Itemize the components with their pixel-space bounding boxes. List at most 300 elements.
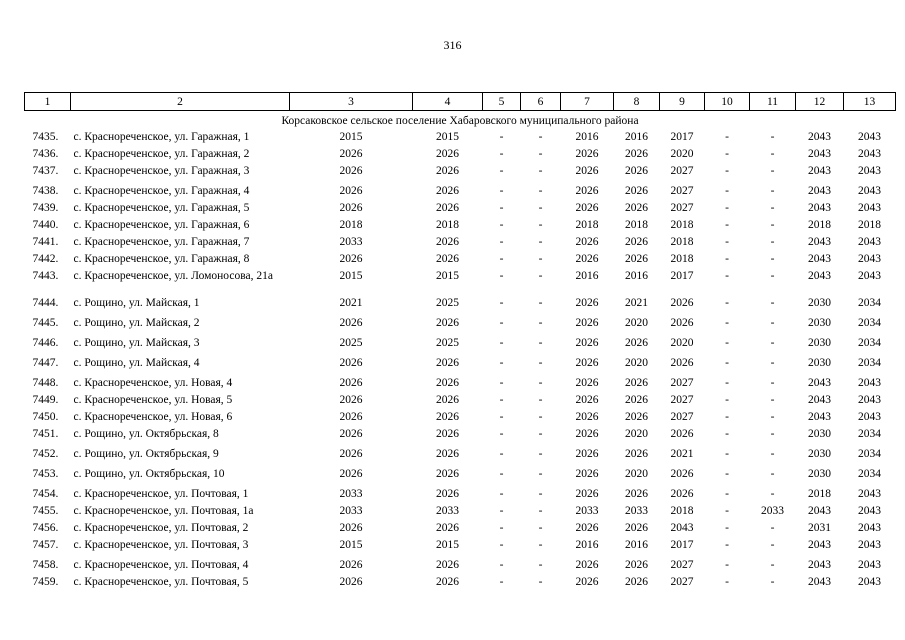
year-cell: - (538, 185, 543, 197)
year-cell: 2026 (339, 317, 363, 329)
year-cell: - (725, 505, 729, 517)
year-cell: - (770, 559, 775, 571)
year-cell: 2026 (436, 559, 459, 571)
page-number: 316 (443, 38, 462, 52)
year-cell: - (770, 539, 775, 551)
year-cell: - (538, 488, 543, 500)
year-cell: 2017 (670, 131, 694, 143)
year-cell: 2027 (670, 202, 694, 214)
year-cell: 2015 (339, 270, 363, 282)
column-header: 11 (750, 93, 796, 111)
year-cell: 2026 (339, 165, 363, 177)
year-cell: 2026 (339, 559, 363, 571)
address-cell: с. Рощино, ул. Майская, 2 (73, 317, 200, 329)
table-row (25, 505, 896, 522)
year-cell: 2026 (625, 411, 648, 423)
column-header: 7 (561, 93, 614, 111)
year-cell: - (499, 270, 504, 282)
year-cell: - (770, 317, 775, 329)
year-cell: 2026 (575, 488, 599, 500)
year-cell: 2021 (670, 448, 694, 460)
year-cell: 2026 (339, 411, 363, 423)
year-cell: - (725, 394, 729, 406)
year-cell: - (538, 219, 543, 231)
year-cell: 2016 (575, 270, 599, 282)
row-number: 7454. (32, 488, 59, 500)
year-cell: 2016 (625, 270, 648, 282)
year-cell: - (538, 522, 543, 534)
year-cell: 2026 (575, 236, 599, 248)
year-cell: - (725, 559, 729, 571)
table-row (25, 219, 896, 236)
year-cell: 2043 (808, 148, 831, 160)
address-cell: с. Краснореченское, ул. Гаражная, 6 (73, 219, 250, 231)
column-header: 13 (844, 93, 896, 111)
year-cell: 2043 (858, 270, 881, 282)
row-number: 7450. (32, 411, 59, 423)
table-body (25, 111, 896, 594)
row-number: 7452. (32, 448, 59, 460)
address-cell: с. Рощино, ул. Майская, 4 (73, 357, 200, 369)
year-cell: 2020 (670, 148, 694, 160)
year-cell: - (770, 357, 775, 369)
column-header: 9 (660, 93, 705, 111)
year-cell: 2043 (858, 236, 881, 248)
year-cell: - (538, 236, 543, 248)
year-cell: 2043 (858, 148, 881, 160)
year-cell: 2034 (858, 468, 881, 480)
table-row (25, 297, 896, 317)
year-cell: - (770, 394, 775, 406)
row-number: 7457. (32, 539, 59, 551)
table-row (25, 488, 896, 505)
year-cell: 2021 (339, 297, 363, 309)
year-cell: - (725, 317, 729, 329)
year-cell: 2020 (625, 357, 648, 369)
year-cell: - (725, 468, 729, 480)
year-cell: - (499, 185, 504, 197)
year-cell: 2030 (808, 337, 831, 349)
table-row (25, 185, 896, 202)
table-row (25, 165, 896, 185)
year-cell: - (725, 148, 729, 160)
row-number: 7458. (32, 559, 59, 571)
row-number: 7447. (32, 357, 59, 369)
year-cell: 2018 (670, 236, 694, 248)
row-number: 7442. (32, 253, 59, 265)
year-cell: 2043 (858, 576, 881, 588)
year-cell: 2030 (808, 317, 831, 329)
year-cell: - (725, 202, 729, 214)
row-number: 7459. (32, 576, 59, 588)
year-cell: 2015 (339, 539, 363, 551)
row-number: 7437. (32, 165, 59, 177)
table-row (25, 357, 896, 377)
year-cell: 2043 (858, 539, 881, 551)
year-cell: - (770, 297, 775, 309)
column-header: 6 (521, 93, 561, 111)
year-cell: - (499, 505, 504, 517)
year-cell: - (499, 411, 504, 423)
year-cell: - (770, 148, 775, 160)
year-cell: - (770, 428, 775, 440)
year-cell: 2020 (625, 317, 648, 329)
address-cell: с. Краснореченское, ул. Гаражная, 7 (73, 236, 250, 248)
address-cell: с. Краснореченское, ул. Новая, 6 (73, 411, 233, 423)
year-cell: - (725, 253, 729, 265)
year-cell: - (770, 185, 775, 197)
year-cell: - (770, 236, 775, 248)
year-cell: 2043 (858, 488, 881, 500)
header-row (25, 93, 896, 111)
year-cell: 2026 (436, 357, 459, 369)
year-cell: 2018 (670, 219, 694, 231)
year-cell: 2026 (575, 377, 599, 389)
column-header: 2 (71, 93, 290, 111)
year-cell: 2043 (808, 165, 831, 177)
address-cell: с. Краснореченское, ул. Почтовая, 5 (73, 576, 249, 588)
table-row (25, 202, 896, 219)
year-cell: - (499, 488, 504, 500)
year-cell: 2026 (436, 253, 459, 265)
year-cell: 2033 (575, 505, 599, 517)
year-cell: 2026 (575, 576, 599, 588)
year-cell: 2030 (808, 428, 831, 440)
year-cell: 2026 (436, 411, 459, 423)
year-cell: - (499, 202, 504, 214)
row-number: 7453. (32, 468, 59, 480)
year-cell: - (725, 488, 729, 500)
address-cell: с. Краснореченское, ул. Почтовая, 1 (73, 488, 249, 500)
year-cell: 2018 (625, 219, 648, 231)
year-cell: - (725, 411, 729, 423)
table-row (25, 394, 896, 411)
year-cell: 2026 (339, 357, 363, 369)
year-cell: 2026 (575, 297, 599, 309)
year-cell: - (725, 357, 729, 369)
year-cell: 2034 (858, 428, 881, 440)
year-cell: 2043 (858, 131, 881, 143)
year-cell: 2026 (436, 394, 459, 406)
year-cell: - (725, 131, 729, 143)
year-cell: - (499, 219, 504, 231)
table-row (25, 148, 896, 165)
address-cell: с. Краснореченское, ул. Ломоносова, 21а (73, 270, 273, 282)
year-cell: 2026 (436, 236, 459, 248)
year-cell: - (770, 270, 775, 282)
year-cell: - (725, 219, 729, 231)
year-cell: - (538, 357, 543, 369)
year-cell: 2026 (339, 576, 363, 588)
year-cell: - (499, 448, 504, 460)
row-number: 7451. (32, 428, 59, 440)
year-cell: 2026 (575, 185, 599, 197)
year-cell: 2026 (625, 165, 648, 177)
year-cell: 2026 (625, 576, 648, 588)
year-cell: - (770, 488, 775, 500)
year-cell: - (499, 236, 504, 248)
year-cell: 2016 (625, 131, 648, 143)
year-cell: - (499, 317, 504, 329)
year-cell: - (538, 448, 543, 460)
year-cell: 2018 (670, 505, 694, 517)
year-cell: 2033 (339, 488, 363, 500)
year-cell: 2018 (808, 488, 831, 500)
year-cell: - (499, 165, 504, 177)
year-cell: - (770, 165, 775, 177)
year-cell: - (770, 131, 775, 143)
address-cell: с. Краснореченское, ул. Гаражная, 3 (73, 165, 250, 177)
row-number: 7441. (32, 236, 59, 248)
year-cell: 2027 (670, 185, 694, 197)
year-cell: 2026 (670, 488, 694, 500)
year-cell: 2026 (625, 185, 648, 197)
year-cell: - (725, 428, 729, 440)
year-cell: 2026 (575, 428, 599, 440)
address-cell: с. Рощино, ул. Октябрьская, 9 (73, 448, 219, 460)
year-cell: 2026 (575, 317, 599, 329)
year-cell: - (538, 270, 543, 282)
year-cell: 2026 (670, 428, 694, 440)
year-cell: 2018 (808, 219, 831, 231)
year-cell: 2026 (670, 357, 694, 369)
row-number: 7438. (32, 185, 59, 197)
table-row (25, 236, 896, 253)
year-cell: 2033 (339, 505, 363, 517)
year-cell: 2027 (670, 377, 694, 389)
year-cell: - (499, 131, 504, 143)
address-cell: с. Краснореченское, ул. Новая, 4 (73, 377, 233, 389)
table-row (25, 559, 896, 576)
year-cell: 2026 (339, 522, 363, 534)
row-number: 7456. (32, 522, 59, 534)
row-number: 7435. (32, 131, 59, 143)
year-cell: 2026 (575, 357, 599, 369)
year-cell: 2043 (808, 202, 831, 214)
year-cell: 2026 (339, 428, 363, 440)
year-cell: - (725, 165, 729, 177)
year-cell: 2034 (858, 317, 881, 329)
row-number: 7449. (32, 394, 59, 406)
year-cell: 2030 (808, 297, 831, 309)
address-cell: с. Краснореченское, ул. Гаражная, 8 (73, 253, 250, 265)
year-cell: - (725, 377, 729, 389)
year-cell: 2018 (436, 219, 459, 231)
address-cell: с. Краснореченское, ул. Новая, 5 (73, 394, 233, 406)
year-cell: 2026 (575, 559, 599, 571)
year-cell: 2026 (575, 448, 599, 460)
year-cell: 2043 (670, 522, 694, 534)
year-cell: - (499, 468, 504, 480)
row-number: 7448. (32, 377, 59, 389)
year-cell: 2026 (625, 148, 648, 160)
year-cell: 2018 (670, 253, 694, 265)
year-cell: 2031 (808, 522, 831, 534)
year-cell: - (538, 428, 543, 440)
year-cell: - (725, 576, 729, 588)
address-cell: с. Краснореченское, ул. Почтовая, 2 (73, 522, 249, 534)
year-cell: 2026 (339, 448, 363, 460)
year-cell: - (499, 377, 504, 389)
table-row (25, 270, 896, 297)
year-cell: - (538, 165, 543, 177)
year-cell: - (725, 236, 729, 248)
year-cell: - (725, 522, 729, 534)
section-title: Корсаковское сельское поселение Хабаровского муниципального района (281, 115, 639, 127)
column-header: 1 (25, 93, 71, 111)
table-row (25, 411, 896, 428)
year-cell: - (538, 253, 543, 265)
year-cell: 2026 (339, 185, 363, 197)
address-cell: с. Краснореченское, ул. Почтовая, 4 (73, 559, 249, 571)
year-cell: 2026 (575, 394, 599, 406)
year-cell: 2026 (339, 468, 363, 480)
row-number: 7436. (32, 148, 59, 160)
year-cell: - (499, 253, 504, 265)
year-cell: 2043 (808, 505, 831, 517)
year-cell: - (538, 559, 543, 571)
year-cell: - (770, 576, 775, 588)
year-cell: 2033 (761, 505, 784, 517)
year-cell: 2026 (339, 377, 363, 389)
row-number: 7455. (32, 505, 59, 517)
year-cell: 2026 (575, 253, 599, 265)
data-table (24, 92, 896, 593)
year-cell: 2043 (858, 377, 881, 389)
address-cell: с. Краснореченское, ул. Почтовая, 3 (73, 539, 249, 551)
address-cell: с. Краснореченское, ул. Почтовая, 1а (73, 505, 254, 517)
year-cell: 2020 (625, 428, 648, 440)
table-row (25, 576, 896, 593)
year-cell: 2043 (858, 165, 881, 177)
year-cell: - (538, 297, 543, 309)
year-cell: 2026 (339, 253, 363, 265)
year-cell: 2034 (858, 357, 881, 369)
year-cell: 2026 (436, 488, 459, 500)
year-cell: - (725, 539, 729, 551)
year-cell: 2043 (808, 131, 831, 143)
year-cell: - (538, 337, 543, 349)
year-cell: 2027 (670, 559, 694, 571)
table-row (25, 448, 896, 468)
table-row (25, 131, 896, 148)
year-cell: 2043 (808, 576, 831, 588)
year-cell: - (499, 297, 504, 309)
year-cell: 2030 (808, 468, 831, 480)
year-cell: 2015 (436, 131, 459, 143)
year-cell: - (538, 377, 543, 389)
year-cell: - (770, 448, 775, 460)
section-row (25, 111, 896, 132)
year-cell: 2016 (575, 131, 599, 143)
year-cell: - (499, 539, 504, 551)
year-cell: 2034 (858, 297, 881, 309)
year-cell: - (725, 337, 729, 349)
year-cell: 2030 (808, 357, 831, 369)
year-cell: - (725, 297, 729, 309)
year-cell: 2026 (625, 448, 648, 460)
year-cell: 2043 (808, 185, 831, 197)
year-cell: - (499, 559, 504, 571)
table-row (25, 337, 896, 357)
address-cell: с. Краснореченское, ул. Гаражная, 4 (73, 185, 250, 197)
address-cell: с. Рощино, ул. Октябрьская, 10 (73, 468, 225, 480)
year-cell: 2033 (339, 236, 363, 248)
table-row (25, 522, 896, 539)
year-cell: 2027 (670, 576, 694, 588)
year-cell: 2016 (575, 539, 599, 551)
year-cell: 2027 (670, 165, 694, 177)
year-cell: 2025 (436, 337, 459, 349)
year-cell: 2026 (436, 165, 459, 177)
year-cell: 2026 (670, 297, 694, 309)
year-cell: - (770, 219, 775, 231)
year-cell: 2043 (858, 522, 881, 534)
table-row (25, 253, 896, 270)
year-cell: - (725, 448, 729, 460)
column-header: 5 (483, 93, 521, 111)
year-cell: 2015 (436, 539, 459, 551)
year-cell: - (538, 539, 543, 551)
year-cell: - (538, 317, 543, 329)
year-cell: 2043 (808, 377, 831, 389)
year-cell: 2017 (670, 539, 694, 551)
year-cell: 2043 (858, 559, 881, 571)
year-cell: - (538, 468, 543, 480)
year-cell: - (538, 505, 543, 517)
address-cell: с. Рощино, ул. Майская, 3 (73, 337, 200, 349)
address-cell: с. Рощино, ул. Майская, 1 (73, 297, 200, 309)
year-cell: 2018 (339, 219, 363, 231)
table-row (25, 468, 896, 488)
year-cell: - (770, 253, 775, 265)
year-cell: 2026 (625, 377, 648, 389)
year-cell: 2026 (575, 522, 599, 534)
year-cell: 2027 (670, 394, 694, 406)
year-cell: 2043 (808, 270, 831, 282)
year-cell: - (499, 148, 504, 160)
year-cell: - (538, 411, 543, 423)
year-cell: 2027 (670, 411, 694, 423)
year-cell: 2026 (436, 468, 459, 480)
address-cell: с. Краснореченское, ул. Гаражная, 2 (73, 148, 250, 160)
year-cell: - (499, 576, 504, 588)
year-cell: 2025 (339, 337, 363, 349)
year-cell: - (499, 428, 504, 440)
year-cell: 2026 (436, 202, 459, 214)
year-cell: - (770, 522, 775, 534)
year-cell: 2026 (625, 236, 648, 248)
column-header: 3 (290, 93, 413, 111)
year-cell: 2026 (436, 148, 459, 160)
address-cell: с. Краснореченское, ул. Гаражная, 5 (73, 202, 250, 214)
year-cell: 2026 (625, 488, 648, 500)
year-cell: - (499, 394, 504, 406)
year-cell: 2021 (625, 297, 648, 309)
year-cell: 2026 (670, 468, 694, 480)
year-cell: - (725, 185, 729, 197)
year-cell: 2043 (858, 505, 881, 517)
year-cell: 2026 (436, 185, 459, 197)
column-header: 12 (796, 93, 844, 111)
year-cell: 2034 (858, 337, 881, 349)
year-cell: 2026 (625, 253, 648, 265)
column-header: 4 (413, 93, 483, 111)
year-cell: 2026 (625, 394, 648, 406)
year-cell: - (770, 337, 775, 349)
year-cell: - (499, 522, 504, 534)
row-number: 7443. (32, 270, 59, 282)
